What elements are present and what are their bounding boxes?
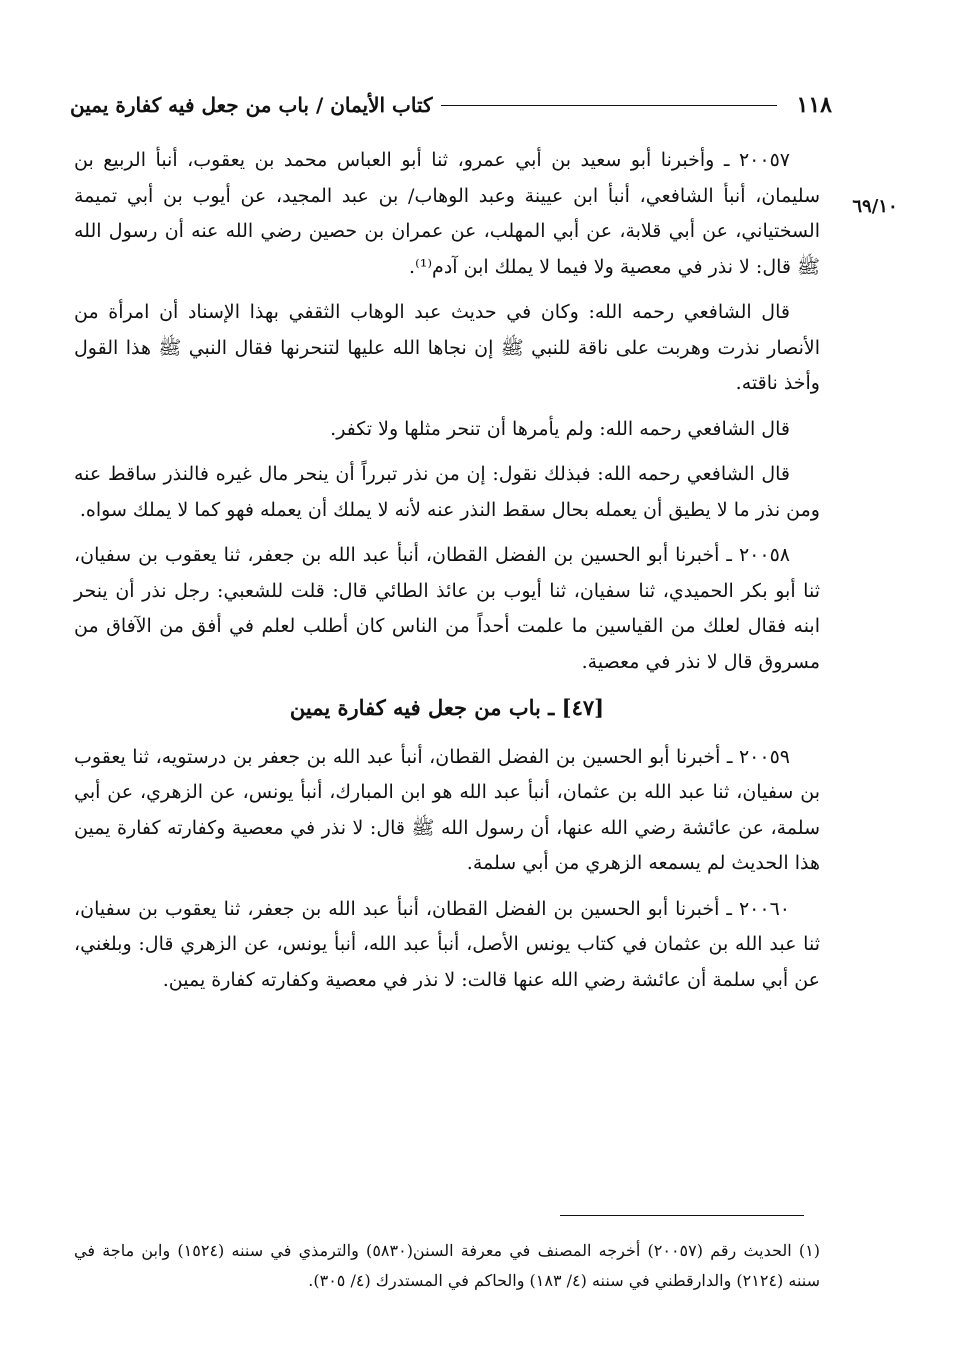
footnote-separator [560, 1215, 804, 1216]
hadith-20060: ٢٠٠٦٠ ـ أخبرنا أبو الحسين بن الفضل القطان، أنبأ عبد الله بن جعفر، ثنا يعقوب بن سفيان، ثنا عبد الله بن عثمان في كتاب يونس الأصل، أنبأ عبد الله، أنبأ يونس، عن الزهري قال: وبلغني، عن أبي سلمة أن عائشة رضي الله عنها قالت: لا نذر في معصية وكفارته كفارة يمين. [74, 897, 820, 991]
hadith-20059: ٢٠٠٥٩ ـ أخبرنا أبو الحسين بن الفضل القطان، أنبأ عبد الله بن جعفر بن درستويه، ثنا يعقوب بن سفيان، ثنا عبد الله بن عثمان، أنبأ عبد الله هو ابن المبارك، أنبأ يونس، عن الزهري، عن أبي سلمة، عن عائشة رضي الله عنها، أن رسول الله ﷺ قال: لا نذر في معصية وكفارته كفارة يمين هذا الحديث لم يسمعه الزهري من أبي سلمة. [74, 745, 820, 874]
shafii-comment-1: قال الشافعي رحمه الله: وكان في حديث عبد الوهاب الثقفي بهذا الإسناد أن امرأة من الأنصار نذرت وهربت على ناقة للنبي ﷺ إن نجاها الله عليها لتنحرنها فقال النبي ﷺ هذا القول وأخذ ناقته. [74, 301, 820, 394]
page-header [70, 88, 832, 122]
footnote: (١) الحديث رقم (٢٠٠٥٧) أخرجه المصنف في معرفة السنن(٥٨٣٠) والترمذي في سننه (١٥٢٤) وابن ماجة في سننه (٢١٢٤) والدارقطني في سننه (٤/ ١٨٣) والحاكم في المستدرك (٤/ ٣٠٥). [74, 1241, 821, 1290]
margin-reference: ٦٩/١٠ [852, 196, 898, 217]
shafii-comment-3: قال الشافعي رحمه الله: فبذلك نقول: إن من نذر تبرراً أن ينحر مال غيره فالنذر ساقط عنه ومن نذر ما لا يطيق أن يعمله بحال سقط النذر عنه لأنه لا يملك أن يعمله فهو كما لا يملك سواه. [74, 463, 820, 521]
running-title: كتاب الأيمان / باب من جعل فيه كفارة يمين [70, 93, 433, 117]
hadith-20057: ٢٠٠٥٧ ـ وأخبرنا أبو سعيد بن أبي عمرو، ثنا أبو العباس محمد بن يعقوب، أنبأ الربيع بن سليمان، أنبأ الشافعي، أنبأ ابن عيينة وعبد الوهاب/ بن عبد المجيد، عن أيوب بن أبي تميمة السختياني، عن أبي قلابة، عن أبي المهلب، عن عمران بن حصين رضي الله عنه أن رسول الله ﷺ قال: لا نذر في معصية ولا فيما لا يملك ابن آدم⁽¹⁾. [74, 149, 820, 278]
header-rule [441, 105, 777, 106]
page-number: ١١٨ [796, 92, 832, 118]
main-text [74, 143, 820, 1008]
section-heading: [٤٧] ـ باب من جعل فيه كفارة يمين [289, 695, 605, 720]
hadith-20058: ٢٠٠٥٨ ـ أخبرنا أبو الحسين بن الفضل القطان، أنبأ عبد الله بن جعفر، ثنا يعقوب بن سفيان، ثنا أبو بكر الحميدي، ثنا سفيان، ثنا أيوب بن عائذ الطائي قال: قلت للشعبي: رجل نذر أن ينحر ابنه فقال لعلك من القياسين ما علمت أحداً من الناس كان أطلب لعلم في أفق من الآفاق من مسروق قال لا نذر في معصية. [74, 544, 820, 673]
shafii-comment-2: قال الشافعي رحمه الله: ولم يأمرها أن تنحر مثلها ولا تكفر. [330, 417, 790, 440]
